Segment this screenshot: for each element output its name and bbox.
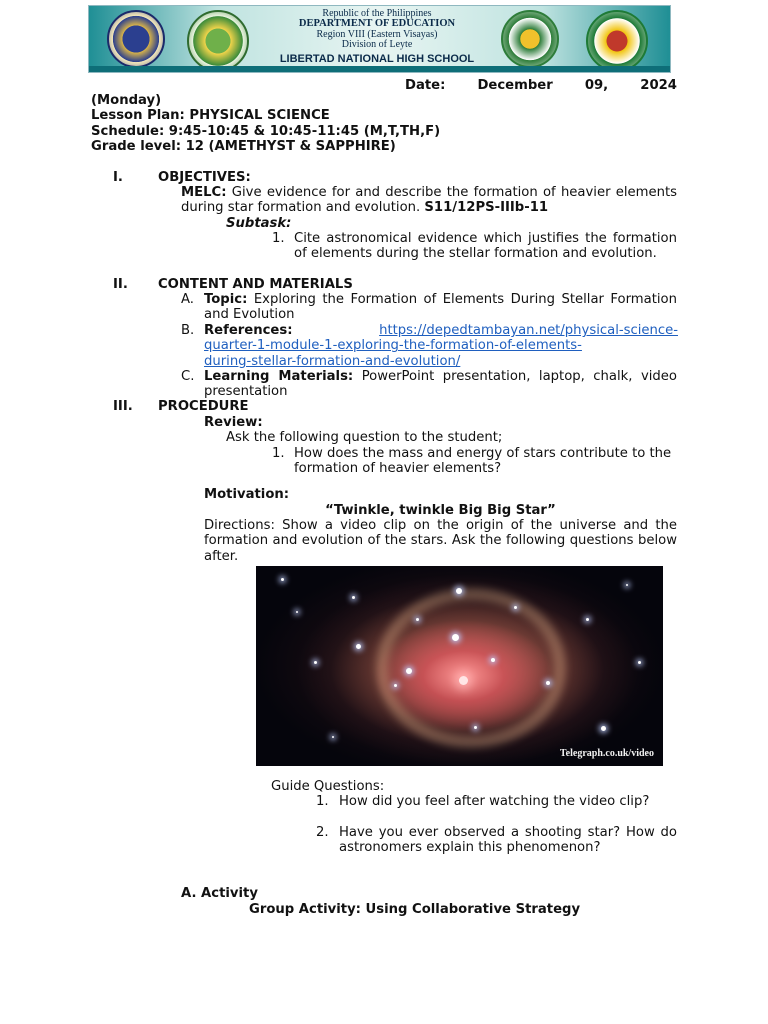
nebula-ring [376, 588, 566, 748]
star [452, 634, 459, 641]
star [296, 611, 298, 613]
star [626, 584, 628, 586]
star [356, 644, 361, 649]
melc-label: MELC: [181, 185, 227, 200]
star [459, 676, 468, 685]
schedule: Schedule: 9:45-10:45 & 10:45-11:45 (M,T,TH,F) [91, 124, 441, 139]
motivation-label: Motivation: [204, 487, 290, 502]
star [352, 596, 355, 599]
date-year: 2024 [640, 78, 677, 93]
topic-paragraph [204, 292, 677, 323]
date-label: Date: [405, 78, 446, 93]
star [281, 578, 284, 581]
motivation-title: “Twinkle, twinkle Big Big Star” [325, 503, 556, 518]
learning-materials-label: Learning Materials: [204, 369, 354, 384]
star [416, 618, 419, 621]
guide-questions-label: Guide Questions: [271, 779, 385, 794]
star-nebula-image [256, 566, 663, 766]
star [586, 618, 589, 621]
guide-question-1-number: 1. [316, 794, 329, 809]
review-question-number: 1. [272, 446, 285, 461]
letterhead-line2: DEPARTMENT OF EDUCATION [298, 18, 456, 29]
references-letter: B. [181, 323, 195, 338]
content-heading: CONTENT AND MATERIALS [158, 277, 353, 292]
procedure-heading: PROCEDURE [158, 399, 249, 414]
star [314, 661, 317, 664]
banner-stripe [89, 66, 670, 72]
review-question: How does the mass and energy of stars contribute to the formation of heavier elements? [294, 446, 672, 477]
references-label: References: [204, 323, 293, 338]
melc-text: Give evidence for and describe the formation of heavier elements during star formation and evolution. [181, 185, 677, 216]
content-numeral: II. [113, 277, 128, 292]
date-line [405, 78, 677, 93]
star [456, 588, 462, 594]
star [406, 668, 412, 674]
topic-letter: A. [181, 292, 194, 307]
school-seal-logo [586, 10, 648, 72]
letterhead-line3: Region VIII (Eastern Visayas) [316, 28, 438, 40]
subtask-text: Cite astronomical evidence which justifies the formation of elements during the stellar formation and evolution. [294, 231, 677, 262]
weekday: (Monday) [91, 93, 162, 108]
letterhead-text [259, 9, 495, 73]
star [332, 736, 334, 738]
grade-level: Grade level: 12 (AMETHYST & SAPPHIRE) [91, 139, 396, 154]
letterhead-banner [88, 5, 671, 73]
star [638, 661, 641, 664]
date-month: December [477, 78, 553, 93]
date-day: 09, [584, 78, 609, 93]
letterhead-line1: Republic of the Philippines [322, 8, 432, 19]
department-of-education-seal-logo [187, 10, 249, 72]
learning-materials-paragraph [204, 369, 677, 400]
objectives-heading: OBJECTIVES: [158, 170, 251, 185]
references-link-part3[interactable]: during-stellar-formation-and-evolution/ [204, 353, 461, 369]
guide-question-2-number: 2. [316, 825, 329, 840]
melc-paragraph [181, 185, 677, 216]
subtask-number: 1. [272, 231, 285, 246]
deped-seal-logo [107, 10, 165, 68]
star [491, 658, 495, 662]
star [546, 681, 550, 685]
references-link-block [204, 323, 678, 369]
topic-label: Topic: [204, 292, 248, 307]
division-of-leyte-seal-logo [501, 10, 559, 68]
learning-materials-text: PowerPoint presentation, laptop, chalk, video presentation [204, 369, 677, 400]
image-watermark: Telegraph.co.uk/video [559, 747, 654, 759]
objectives-numeral: I. [113, 170, 123, 185]
subtask-label: Subtask: [226, 216, 292, 231]
star [601, 726, 606, 731]
review-label: Review: [204, 415, 263, 430]
references-link-part1[interactable]: https://depedtambayan.net/physical-science- [379, 323, 678, 338]
star [394, 684, 397, 687]
learning-materials-letter: C. [181, 369, 195, 384]
procedure-numeral: III. [113, 399, 133, 414]
activity-title: Group Activity: Using Collaborative Strategy [249, 902, 581, 917]
guide-question-1: How did you feel after watching the video clip? [339, 794, 650, 809]
melc-code: S11/12PS-IIIb-11 [424, 200, 549, 216]
letterhead-line4: Division of Leyte [341, 38, 413, 50]
star [514, 606, 517, 609]
review-intro: Ask the following question to the student; [226, 430, 503, 445]
star [474, 726, 477, 729]
motivation-directions: Directions: Show a video clip on the origin of the universe and the formation and evolution of the stars. Ask the following questions below after. [204, 518, 677, 564]
references-link-part2[interactable]: quarter-1-module-1-exploring-the-formation-of-elements- [204, 338, 582, 354]
topic-text: Exploring the Formation of Elements During Stellar Formation and Evolution [204, 292, 677, 323]
school-name: LIBERTAD NATIONAL HIGH SCHOOL [279, 52, 475, 65]
lesson-plan-title: Lesson Plan: PHYSICAL SCIENCE [91, 108, 330, 123]
guide-question-2: Have you ever observed a shooting star? How do astronomers explain this phenomenon? [339, 825, 677, 856]
activity-label: A. Activity [181, 886, 258, 901]
